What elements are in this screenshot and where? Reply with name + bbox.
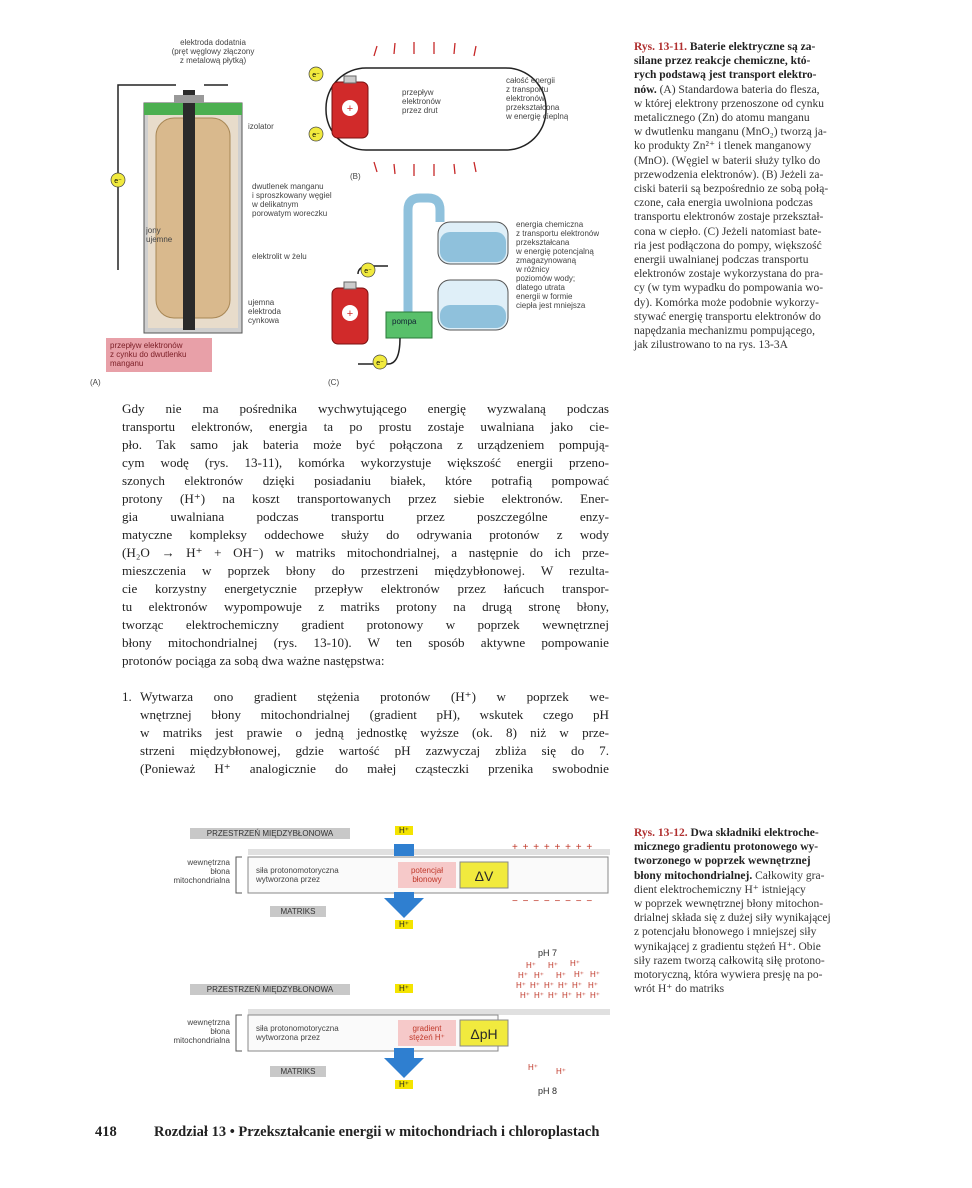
minus-row: − − − − − − − − xyxy=(512,896,594,907)
water-pipe xyxy=(408,198,440,328)
caption-line: wrót H⁺ do matriks xyxy=(634,983,725,996)
list-number: 1. xyxy=(122,689,132,704)
caption-title: tworzonego w poprzek wewnętrznej xyxy=(634,855,811,868)
metal-plate xyxy=(174,95,204,103)
electron-symbol: e⁻ xyxy=(312,72,320,79)
membrane-label xyxy=(140,858,230,885)
carbon-rod xyxy=(183,90,195,330)
label-line: zmagazynowaną xyxy=(516,256,577,265)
h-plus-ion: H⁺ xyxy=(534,971,544,980)
label-line: ujemna xyxy=(248,298,275,307)
label-line: energii w formie xyxy=(516,292,573,301)
ph7-label: pH 7 xyxy=(538,948,558,958)
label-chemical xyxy=(516,220,599,310)
battery-b-plus: + xyxy=(346,103,354,115)
h-plus-label: H⁺ xyxy=(395,826,413,835)
label-positive-electrode xyxy=(158,38,268,65)
force-label xyxy=(256,866,339,884)
arrow-shaft xyxy=(394,1048,414,1060)
label-heat xyxy=(506,76,568,121)
caption-line: w poprzek wewnętrznej błony mitochon- xyxy=(634,898,824,911)
chapter-title: Rozdział 13 • Przekształcanie energii w mitochondriach i chloroplastach xyxy=(154,1124,600,1140)
caption-title: nów. xyxy=(634,83,657,96)
panel-b-letter: (B) xyxy=(350,172,361,181)
label-line: przepływ xyxy=(402,88,434,97)
label-line: dlatego utrata xyxy=(516,283,565,292)
label-line: w energię cieplną xyxy=(506,112,569,121)
caption-title: błony mitochondrialnej. xyxy=(634,869,753,882)
caption-title: micznego gradientu protonowego wy- xyxy=(634,841,819,854)
main-paragraph-1 xyxy=(122,400,609,670)
label-flow-zn xyxy=(110,341,187,368)
label-line: w delikatnym xyxy=(252,200,299,209)
label-line: wewnętrzna xyxy=(187,858,230,867)
label-line: energia chemiczna xyxy=(516,220,584,229)
text-line: błony mitochondrialnej (rys. 13-10). W ten sposób aktywne pompowanie xyxy=(122,635,609,650)
label-line: całość energii xyxy=(506,76,555,85)
caption-title: Baterie elektryczne są za- xyxy=(686,41,816,53)
plus-row: + + + + + + + + xyxy=(512,842,594,853)
caption-title: silane przez reakcje chemiczne, któ- xyxy=(634,55,811,68)
potential-label xyxy=(402,866,452,884)
caption-line: (MnO). (Węgiel w baterii służy tylko do xyxy=(634,154,821,167)
label-line: i sproszkowany węgiel xyxy=(252,191,332,200)
text-line: pło. Tak samo jak bateria może być połączona z urządzeniem pompują- xyxy=(122,437,609,452)
label-insulator: izolator xyxy=(248,122,274,131)
arrow-down-icon xyxy=(384,1058,424,1078)
h-plus-ion: H⁺ xyxy=(556,1067,566,1076)
label-line: manganu xyxy=(110,359,144,368)
battery-c-plus: + xyxy=(346,308,354,320)
label-line: wytworzona przez xyxy=(256,1033,321,1042)
electron-symbol: e⁻ xyxy=(364,268,372,275)
force-label xyxy=(256,1024,339,1042)
label-line: siła protonomotoryczna xyxy=(256,866,339,875)
label-line: elektroda dodatnia xyxy=(180,38,246,47)
caption-line: metalicznego (Zn) do atomu manganu xyxy=(634,112,810,125)
list-item-1 xyxy=(140,688,609,778)
delta-v: ΔV xyxy=(474,868,494,884)
caption-line: w dwutlenku manganu (MnO₂) tworzą ja- xyxy=(634,126,827,139)
text-line: wnętrznej błony mitochondrialnej (gradient pH), wskutek czego pH xyxy=(140,707,609,722)
text-line: strzeni międzybłonowej, gdzie wartość pH zazwyczaj zbliża się do 7. xyxy=(140,743,609,758)
h-plus-ion: H⁺ xyxy=(516,981,526,990)
caption-number: Rys. 13-12. xyxy=(634,827,688,839)
label-line: elektroda xyxy=(248,307,281,316)
caption-line: motoryczną, która wywiera presję na po- xyxy=(634,969,823,982)
h-plus-ion: H⁺ xyxy=(590,970,600,979)
panel-a-letter: (A) xyxy=(90,378,101,387)
lower-water xyxy=(440,305,506,328)
caption-line: transportu elektronów zostaje przekształ- xyxy=(634,211,824,224)
h-plus-ion: H⁺ xyxy=(520,991,530,1000)
h-plus-ion: H⁺ xyxy=(530,981,540,990)
caption-line: przewodzenia elektronów). (B) Jeżeli za- xyxy=(634,168,824,181)
label-line: cynkowa xyxy=(248,316,280,325)
label-electrolyte: elektrolit w żelu xyxy=(252,252,307,261)
panel-c-letter: (C) xyxy=(328,378,340,387)
caption-line: ko produkty Zn²⁺ i tlenek manganowy xyxy=(634,140,812,153)
h-plus-ion: H⁺ xyxy=(556,971,566,980)
label-line: siła protonomotoryczna xyxy=(256,1024,339,1033)
label-line: elektronów xyxy=(506,94,545,103)
label-line: przez drut xyxy=(402,106,438,115)
label-line: przekształcana xyxy=(516,238,570,247)
label-line: wewnętrzna xyxy=(187,1018,230,1027)
battery-a xyxy=(106,85,242,372)
arrow-down-icon xyxy=(384,898,424,918)
caption-line: cy (w tym wypadku do pompowania wo- xyxy=(634,282,824,295)
h-plus-label: H⁺ xyxy=(395,920,413,929)
gradient-label xyxy=(402,1024,452,1042)
label-line: mitochondrialna xyxy=(173,876,230,885)
caption-line: z potencjału błonowego i mniejszej siły xyxy=(634,926,817,939)
text-line: szonych elektronów dzięki posiadaniu białek, które potrafią pompować xyxy=(122,473,609,488)
label-negative-electrode xyxy=(248,298,281,325)
caption-line: w której elektrony przenoszone od cynku xyxy=(634,97,825,110)
label-line: ujemne xyxy=(146,235,173,244)
delta-ph: ΔpH xyxy=(470,1026,498,1042)
h-plus-ion: H⁺ xyxy=(528,1063,538,1072)
figure-13-12 xyxy=(140,822,620,1096)
h-plus-label: H⁺ xyxy=(395,1080,413,1089)
text-line: cie korzystny energetycznie przepływ elektronów przez łańcuch transpor- xyxy=(122,581,609,596)
label-ions xyxy=(146,226,172,244)
text-line: mieszczenia w poprzek błony do przestrzeni międzybłonowej. W rezulta- xyxy=(122,563,609,578)
text-line: (Ponieważ H⁺ analogicznie do małej cząsteczki przenika swobodnie xyxy=(140,761,609,776)
label-line: z cynku do dwutlenku xyxy=(110,350,187,359)
label-line: błona xyxy=(210,867,230,876)
h-plus-ion: H⁺ xyxy=(544,981,554,990)
h-plus-ion: H⁺ xyxy=(590,991,600,1000)
caption-line: cona w ciepło. (C) Jeżeli natomiast bate- xyxy=(634,225,822,238)
matrix-label: MATRIKS xyxy=(270,906,326,917)
caption-line: siły razem tworzą całkowitą siłę protono- xyxy=(634,954,825,967)
text-line: (H₂O → H⁺ + OH⁻) w matriks mitochondrialnej, a następnie do ich prze- xyxy=(122,545,609,560)
label-line: stężeń H⁺ xyxy=(409,1033,445,1042)
label-line: porowatym woreczku xyxy=(252,209,328,218)
h-plus-ion: H⁺ xyxy=(572,981,582,990)
label-line: z transportu elektronów xyxy=(516,229,600,238)
caption-title: Dwa składniki elektroche- xyxy=(690,827,819,839)
caption-line: ria jest podłączona do pompy, większość xyxy=(634,239,822,252)
membrane-label xyxy=(140,1018,230,1045)
upper-water xyxy=(440,232,506,262)
text-line: matyczne kompleksy oddechowe służy do odrywania protonów z wody xyxy=(122,527,609,542)
caption-title: rych podstawą jest transport elektro- xyxy=(634,69,817,82)
text-line: protony (H⁺) na koszt transportowanych przez siebie elektronów. Ener- xyxy=(122,491,609,506)
caption-line: ciski baterii są bezpośrednio ze sobą połą- xyxy=(634,183,829,196)
label-line: w energię potencjalną xyxy=(516,247,594,256)
h-plus-ion: H⁺ xyxy=(576,991,586,1000)
h-plus-ion: H⁺ xyxy=(548,991,558,1000)
caption-line: wynikającej z gradientu stężeń H⁺. Obie xyxy=(634,940,821,953)
battery-b-terminal xyxy=(344,76,356,83)
h-plus-ion: H⁺ xyxy=(574,970,584,979)
arrow-shaft xyxy=(394,844,414,856)
label-line: potencjał xyxy=(410,866,444,875)
label-line: przekształcona xyxy=(506,103,560,112)
caption-line: elektronów zostaje wykorzystana do pra- xyxy=(634,268,824,281)
label-line: ciepła jest mniejsza xyxy=(516,301,586,310)
electron-symbol: e⁻ xyxy=(114,178,122,185)
page-footer xyxy=(95,1124,599,1141)
caption-line: czone, cała energia uwolniona podczas xyxy=(634,197,813,210)
figure-13-11 xyxy=(88,30,628,387)
text-line: w matriks jest prawie o jedną jednostkę wyższe (ok. 8) niż w prze- xyxy=(140,725,609,740)
intermembrane-label: PRZESTRZEŃ MIĘDZYBŁONOWA xyxy=(190,984,350,995)
text-line: tu elektronów wypompowuje z matriks protony na drugą stronę błony, xyxy=(122,599,609,614)
caption-line: Całkowity gra- xyxy=(755,869,825,882)
battery-c-terminal xyxy=(344,282,356,289)
caption-line: stywać energię transportu elektronów do xyxy=(634,310,821,323)
label-line: przepływ elektronów xyxy=(110,341,183,350)
label-line: (pręt węglowy złączony xyxy=(171,47,255,56)
matrix-label: MATRIKS xyxy=(270,1066,326,1077)
h-plus-ion: H⁺ xyxy=(548,961,558,970)
label-flow-wire xyxy=(402,88,441,115)
ph8-label: pH 8 xyxy=(538,1086,558,1096)
text-line: Wytwarza ono gradient stężenia protonów (H⁺) w poprzek we- xyxy=(140,689,609,704)
h-plus-ion: H⁺ xyxy=(526,961,536,970)
caption-line: dient elektrochemiczny H⁺ istniejący xyxy=(634,883,806,896)
label-line: dwutlenek manganu xyxy=(252,182,324,191)
caption-line: dy). Komórka może podobnie wykorzy- xyxy=(634,296,819,309)
label-mno2 xyxy=(252,182,332,218)
h-plus-cluster xyxy=(516,958,606,1008)
h-plus-ion: H⁺ xyxy=(534,991,544,1000)
h-plus-label: H⁺ xyxy=(395,984,413,993)
label-line: z transportu xyxy=(506,85,549,94)
caption-line: energii uwalnianej podczas transportu xyxy=(634,254,809,267)
caption-number: Rys. 13-11. xyxy=(634,41,687,53)
text-line: transportu elektronów, energia ta po prostu zostaje uwalniana jako cie- xyxy=(122,419,609,434)
caption-line: jak zilustrowano to na rys. 13-3A xyxy=(634,339,788,352)
label-line: wytworzona przez xyxy=(256,875,321,884)
label-line: z metalową płytką) xyxy=(179,56,247,65)
label-line: mitochondrialna xyxy=(173,1036,230,1045)
label-pump: pompa xyxy=(392,317,417,326)
h-plus-ion: H⁺ xyxy=(518,971,528,980)
membrane-bracket xyxy=(236,857,242,893)
page-number: 418 xyxy=(95,1124,117,1140)
text-line: Gdy nie ma pośrednika wychwytującego energię wyzwalaną podczas xyxy=(122,401,609,416)
caption-line: (A) Standardowa bateria do flesza, xyxy=(656,83,820,96)
text-line: cym wodę (rys. 13-11), komórka wykorzystuje większość energii przeno- xyxy=(122,455,609,470)
intermembrane-label: PRZESTRZEŃ MIĘDZYBŁONOWA xyxy=(190,828,350,839)
panel-c xyxy=(332,198,508,369)
arrow-shaft xyxy=(394,892,414,900)
text-line: tworząc elektrochemiczny gradient protonowy w poprzek wewnętrznej xyxy=(122,617,609,632)
electron-symbol: e⁻ xyxy=(312,132,320,139)
caption-13-11 xyxy=(634,40,886,352)
text-line: protonów pociąga za sobą dwa ważne następstwa: xyxy=(122,653,385,668)
caption-13-12 xyxy=(634,826,886,996)
membrane-bottom-edge xyxy=(248,1009,610,1015)
label-line: błonowy xyxy=(412,875,442,884)
h-plus-ion: H⁺ xyxy=(570,959,580,968)
electron-symbol: e⁻ xyxy=(376,360,384,367)
h-plus-ion: H⁺ xyxy=(562,991,572,1000)
label-line: w różnicy xyxy=(516,265,550,274)
label-line: jony xyxy=(146,226,161,235)
label-line: poziomów wody; xyxy=(516,274,576,283)
label-line: gradient xyxy=(412,1024,442,1033)
label-line: błona xyxy=(210,1027,230,1036)
membrane-bracket xyxy=(236,1015,242,1051)
caption-line: drialnej składa się z dużej siły wynikającej xyxy=(634,912,831,925)
caption-line: napędzania mechanizmu pompującego, xyxy=(634,325,816,338)
label-line: elektronów xyxy=(402,97,441,106)
h-plus-ion: H⁺ xyxy=(588,981,598,990)
h-plus-ion: H⁺ xyxy=(558,981,568,990)
text-line: gia uwalniana podczas transportu przez poszczególne enzy- xyxy=(122,509,609,524)
h-plus-cluster-matrix xyxy=(522,1060,592,1080)
